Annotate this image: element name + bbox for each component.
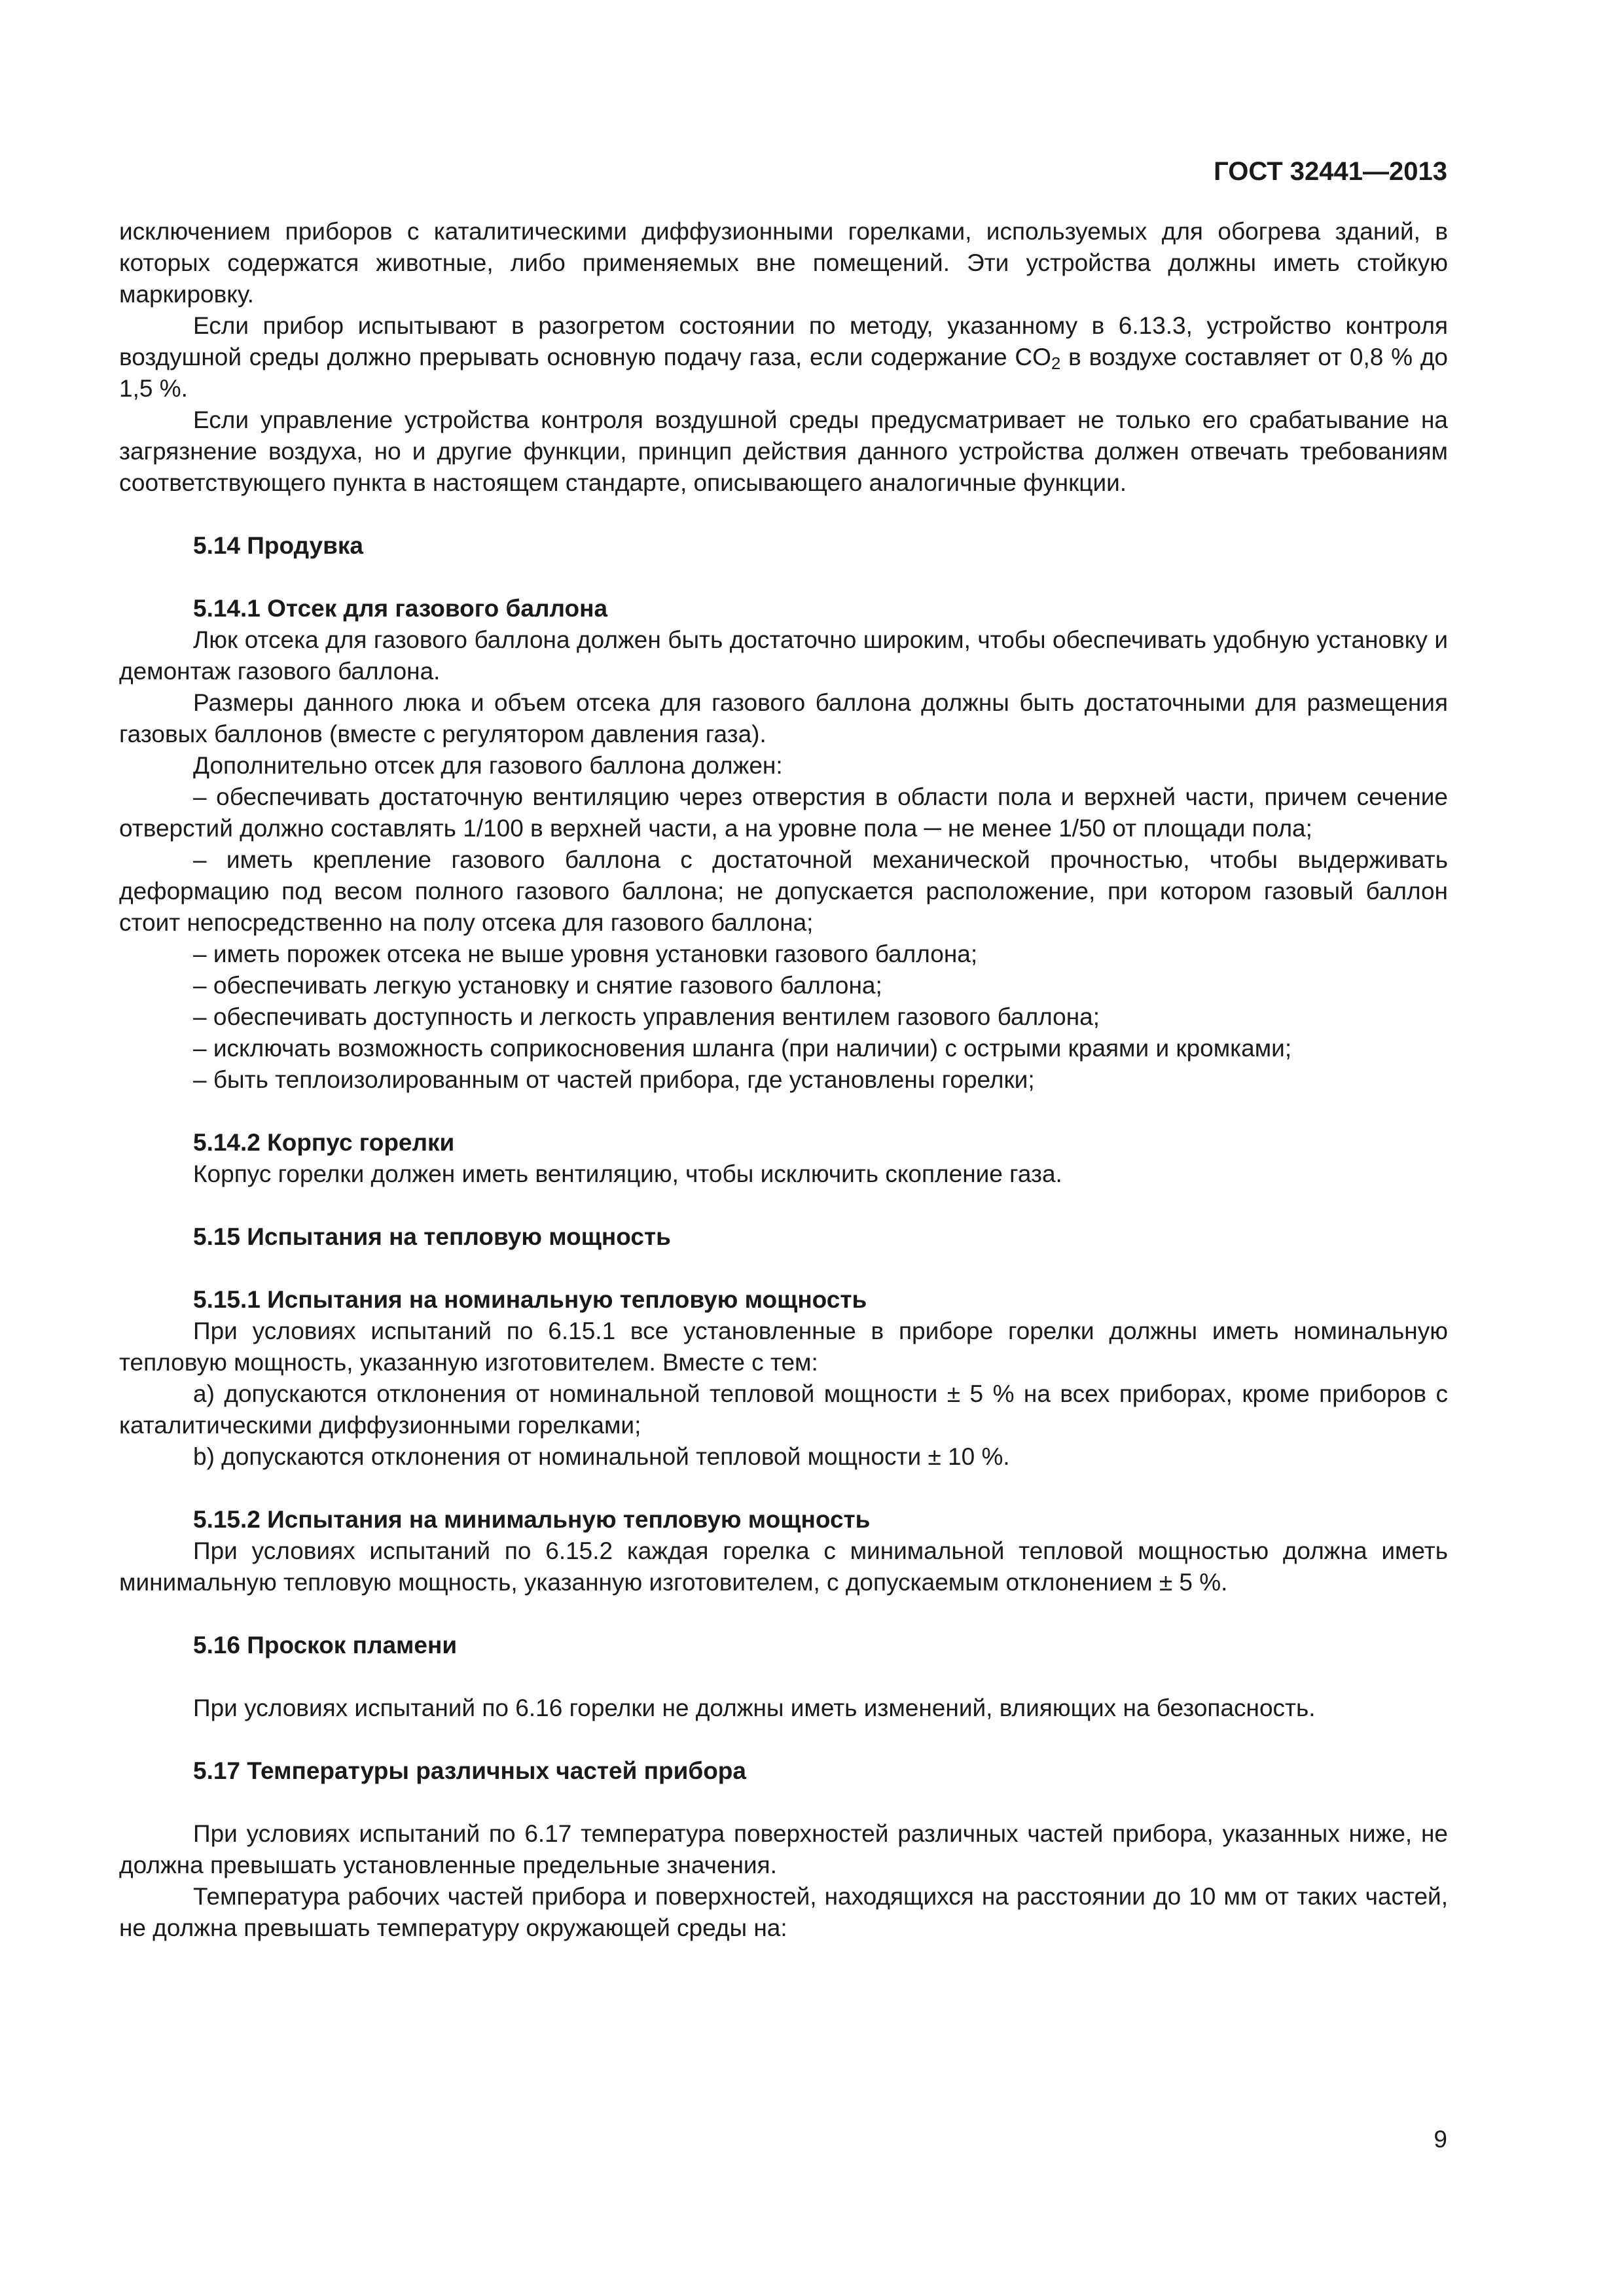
subsection-heading: 5.15.1 Испытания на номинальную тепловую мощность [193,1286,867,1313]
paragraph: Корпус горелки должен иметь вентиляцию, чтобы исключить скопление газа. [193,1160,1062,1187]
section-heading: 5.17 Температуры различных частей прибора [193,1757,746,1784]
list-item: – быть теплоизолированным от частей прибора, где установлены горелки; [193,1066,1035,1093]
spacer [119,1473,1448,1504]
spacer [119,1598,1448,1630]
section-heading: 5.15 Испытания на тепловую мощность [193,1223,671,1250]
page-number: 9 [1434,2126,1447,2153]
list-item: – иметь порожек отсека не выше уровня установки газового баллона; [193,941,978,967]
spacer [119,1253,1448,1284]
list-item: – обеспечивать доступность и легкость управления вентилем газового баллона; [193,1003,1100,1030]
paragraph: Дополнительно отсек для газового баллона должен: [193,752,783,779]
paragraph: Если управление устройства контроля воздушной среды предусматривает не только его срабатывание на загрязнение воздуха, но и другие функции, принцип действия данного устройства должен отвечать требованиям соответствующего пункта в настоящем стандарте, описывающего аналогичные функции. [119,406,1448,496]
spacer [119,1724,1448,1755]
section-heading: 5.14 Продувка [193,532,363,559]
list-item: – обеспечивать достаточную вентиляцию через отверстия в области пола и верхней части, причем сечение отверстий должно составлять 1/100 в верхней части, а на уровне пола ─ не менее 1/50 от площади пола; [119,783,1448,842]
spacer [119,1787,1448,1818]
list-item: – обеспечивать легкую установку и снятие газового баллона; [193,972,882,999]
spacer [119,1661,1448,1693]
paragraph: При условиях испытаний по 6.17 температура поверхностей различных частей прибора, указанных ниже, не должна превышать установленные предельные значения. [119,1820,1448,1878]
subsection-heading: 5.14.1 Отсек для газового баллона [193,595,608,622]
list-item: b) допускаются отклонения от номинальной тепловой мощности ± 10 %. [193,1443,1010,1470]
paragraph: Размеры данного люка и объем отсека для газового баллона должны быть достаточными для размещения газовых баллонов (вместе с регулятором давления газа). [119,689,1448,747]
subscript: 2 [1051,353,1061,373]
spacer [119,499,1448,530]
page-content [119,216,1448,1944]
list-item: – исключать возможность соприкосновения шланга (при наличии) с острыми краями и кромками; [193,1035,1292,1062]
paragraph [119,310,1448,404]
section-heading: 5.16 Проскок пламени [193,1632,458,1659]
spacer [119,1190,1448,1221]
subsection-heading: 5.14.2 Корпус горелки [193,1129,455,1156]
paragraph: При условиях испытаний по 6.15.1 все установленные в приборе горелки должны иметь номинальную тепловую мощность, указанную изготовителем. Вместе с тем: [119,1318,1448,1376]
spacer [119,562,1448,593]
paragraph: При условиях испытаний по 6.16 горелки не должны иметь изменений, влияющих на безопасность. [193,1695,1316,1721]
paragraph: Люк отсека для газового баллона должен быть достаточно широким, чтобы обеспечивать удобную установку и демонтаж газового баллона. [119,626,1448,685]
spacer [119,1096,1448,1127]
subsection-heading: 5.15.2 Испытания на минимальную тепловую мощность [193,1506,871,1533]
standard-header: ГОСТ 32441—2013 [1214,157,1447,186]
paragraph: Температура рабочих частей прибора и поверхностей, находящихся на расстоянии до 10 мм от таких частей, не должна превышать температуру окружающей среды на: [119,1883,1448,1941]
paragraph-text: Если прибор испытывают в разогретом состоянии по методу, указанному в 6.13.3, устройство контроля воздушной среды должно прерывать основную подачу газа, если содержание CO [119,312,1448,370]
paragraph: исключением приборов с каталитическими диффузионными горелками, используемых для обогрева зданий, в которых содержатся животные, либо применяемых вне помещений. Эти устройства должны иметь стойкую маркировку. [119,218,1448,308]
list-item: a) допускаются отклонения от номинальной тепловой мощности ± 5 % на всех приборах, кроме приборов с каталитическими диффузионными горелками; [119,1380,1448,1439]
list-item: – иметь крепление газового баллона с достаточной механической прочностью, чтобы выдерживать деформацию под весом полного газового баллона; не допускается расположение, при котором газовый баллон стоит непосредственно на полу отсека для газового баллона; [119,846,1448,936]
paragraph: При условиях испытаний по 6.15.2 каждая горелка с минимальной тепловой мощностью должна иметь минимальную тепловую мощность, указанную изготовителем, с допускаемым отклонением ± 5 %. [119,1537,1448,1596]
paragraph-text: в воздухе составляет от 0,8 % до 1,5 %. [119,344,1448,402]
